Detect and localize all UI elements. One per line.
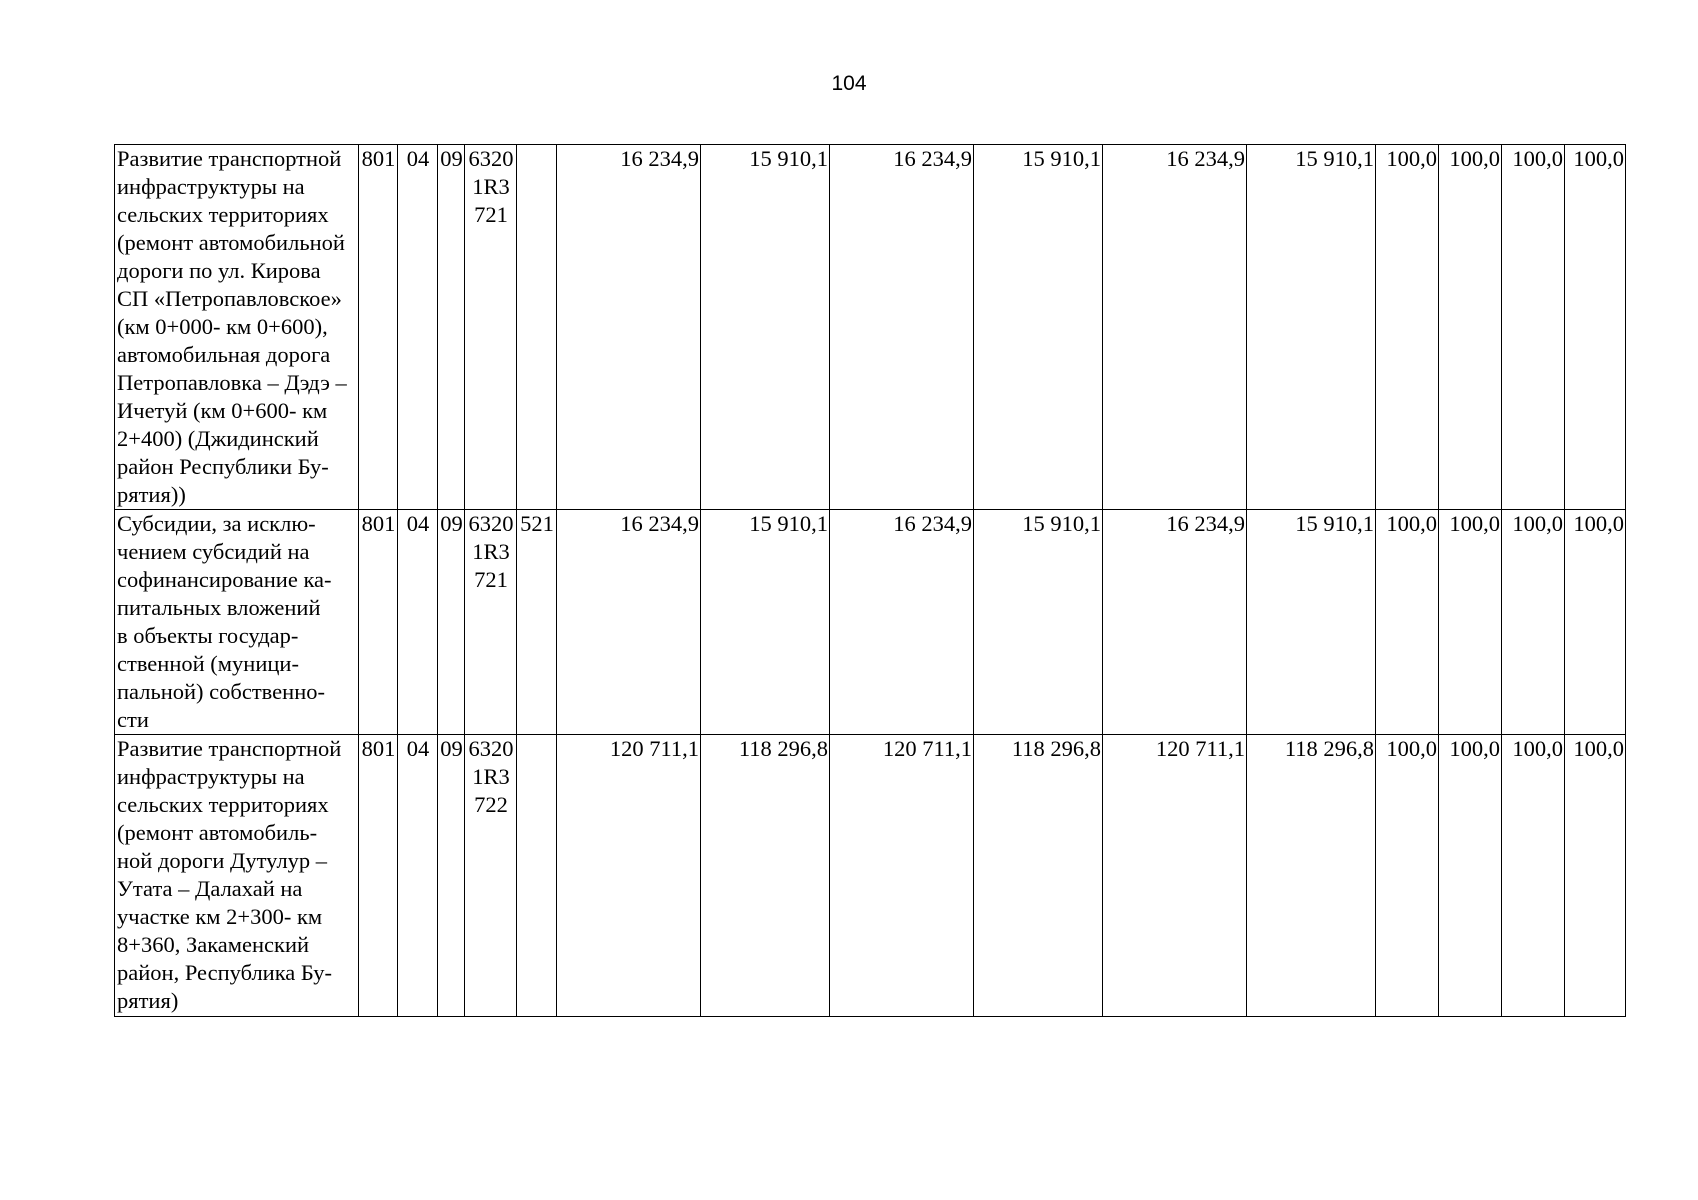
section-code: 04 bbox=[398, 510, 438, 735]
amount-4: 15 910,1 bbox=[974, 510, 1103, 735]
percent-4: 100,0 bbox=[1565, 510, 1626, 735]
amount-4: 15 910,1 bbox=[974, 145, 1103, 510]
percent-3: 100,0 bbox=[1502, 145, 1565, 510]
percent-2: 100,0 bbox=[1439, 510, 1502, 735]
amount-1: 120 711,1 bbox=[557, 735, 701, 1017]
amount-2: 15 910,1 bbox=[701, 145, 830, 510]
percent-1: 100,0 bbox=[1376, 145, 1439, 510]
expense-type-code: 521 bbox=[517, 510, 557, 735]
amount-1: 16 234,9 bbox=[557, 510, 701, 735]
amount-2: 118 296,8 bbox=[701, 735, 830, 1017]
section-code: 04 bbox=[398, 145, 438, 510]
grbs-code: 801 bbox=[359, 145, 398, 510]
percent-3: 100,0 bbox=[1502, 510, 1565, 735]
amount-3: 120 711,1 bbox=[830, 735, 974, 1017]
table-row bbox=[115, 735, 1626, 1017]
section-code: 04 bbox=[398, 735, 438, 1017]
amount-1: 16 234,9 bbox=[557, 145, 701, 510]
table-row bbox=[115, 145, 1626, 510]
subsection-code: 09 bbox=[438, 145, 465, 510]
percent-4: 100,0 bbox=[1565, 145, 1626, 510]
amount-6: 15 910,1 bbox=[1247, 510, 1376, 735]
amount-5: 16 234,9 bbox=[1103, 510, 1247, 735]
amount-4: 118 296,8 bbox=[974, 735, 1103, 1017]
target-article-code: 6320 1R3 721 bbox=[465, 510, 517, 735]
amount-5: 16 234,9 bbox=[1103, 145, 1247, 510]
amount-2: 15 910,1 bbox=[701, 510, 830, 735]
item-name: Развитие транспортной инфраструктуры на сельских территориях (ремонт автомобиль- ной дороги Дутулур – Утата – Далахай на участке км 2+300- км 8+360, Закаменский район, Республика Бу- рятия) bbox=[115, 735, 359, 1017]
page-number: 104 bbox=[831, 72, 867, 95]
amount-3: 16 234,9 bbox=[830, 145, 974, 510]
percent-3: 100,0 bbox=[1502, 735, 1565, 1017]
percent-2: 100,0 bbox=[1439, 145, 1502, 510]
percent-2: 100,0 bbox=[1439, 735, 1502, 1017]
grbs-code: 801 bbox=[359, 735, 398, 1017]
amount-6: 15 910,1 bbox=[1247, 145, 1376, 510]
percent-4: 100,0 bbox=[1565, 735, 1626, 1017]
expense-type-code bbox=[517, 145, 557, 510]
amount-3: 16 234,9 bbox=[830, 510, 974, 735]
subsection-code: 09 bbox=[438, 735, 465, 1017]
amount-5: 120 711,1 bbox=[1103, 735, 1247, 1017]
grbs-code: 801 bbox=[359, 510, 398, 735]
table-row bbox=[115, 510, 1626, 735]
subsection-code: 09 bbox=[438, 510, 465, 735]
expense-type-code bbox=[517, 735, 557, 1017]
amount-6: 118 296,8 bbox=[1247, 735, 1376, 1017]
percent-1: 100,0 bbox=[1376, 735, 1439, 1017]
percent-1: 100,0 bbox=[1376, 510, 1439, 735]
target-article-code: 6320 1R3 721 bbox=[465, 145, 517, 510]
item-name: Субсидии, за исклю- чением субсидий на софинансирование ка- питальных вложений в объекты государ- ственной (муници- пальной) собственно- сти bbox=[115, 510, 359, 735]
item-name: Развитие транспортной инфраструктуры на сельских территориях (ремонт автомобильной дороги по ул. Кирова СП «Петропавловское» (км 0+000- км 0+600), автомобильная дорога Петропавловка – Дэдэ – Ичетуй (км 0+600- км 2+400) (Джидинский район Республики Бу- рятия)) bbox=[115, 145, 359, 510]
budget-table bbox=[114, 144, 1626, 1017]
target-article-code: 6320 1R3 722 bbox=[465, 735, 517, 1017]
